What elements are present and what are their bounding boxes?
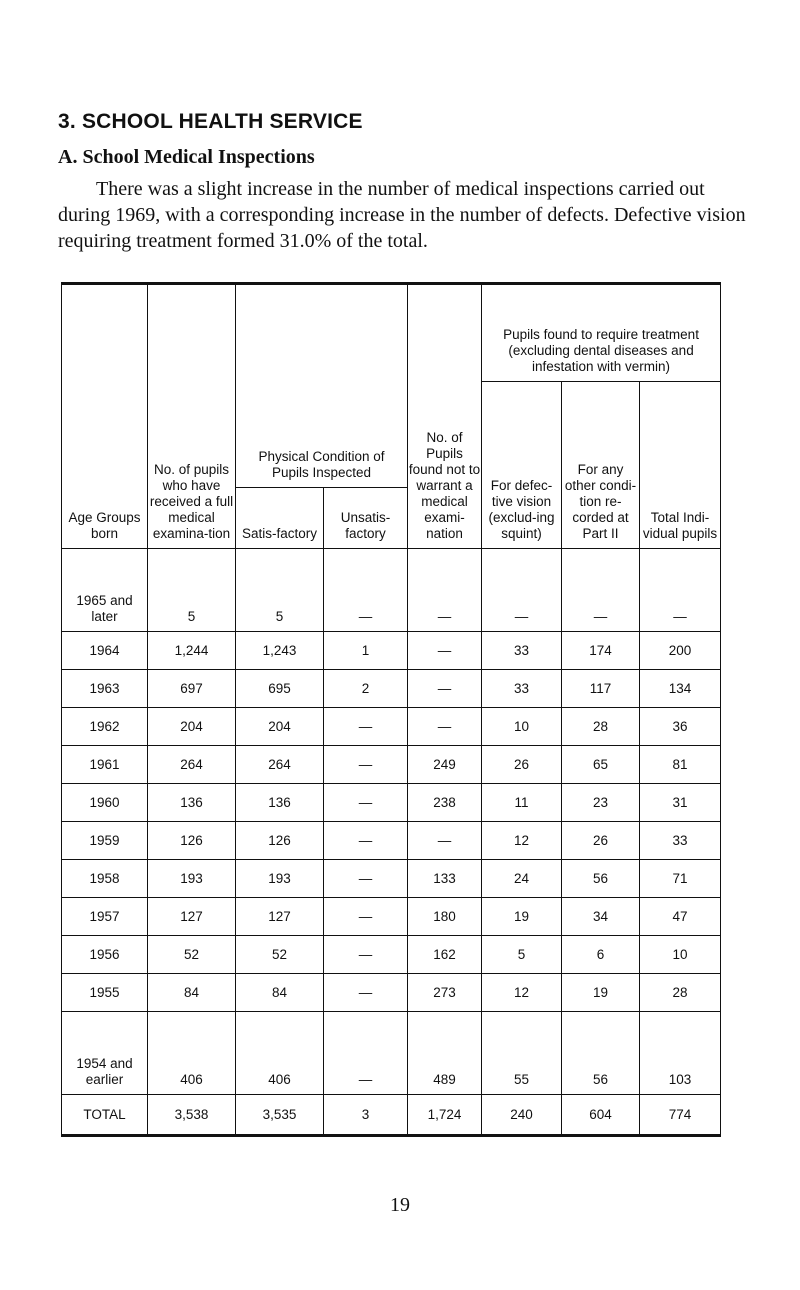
other-condition-cell: 6: [562, 936, 640, 974]
total-unsatisfactory-cell: 3: [324, 1095, 408, 1136]
satisfactory-cell: 5: [236, 549, 324, 632]
vision-cell: 11: [482, 784, 562, 822]
total-total-cell: 774: [640, 1095, 721, 1136]
header-satisfactory: Satis-factory: [236, 488, 324, 549]
total-age-group-cell: TOTAL: [62, 1095, 148, 1136]
examined-cell: 193: [148, 860, 236, 898]
vision-cell: 24: [482, 860, 562, 898]
age-group-cell: 1961: [62, 746, 148, 784]
header-pupils-examined: No. of pupils who have received a full medical examina-tion: [148, 284, 236, 549]
table-row: [62, 549, 721, 632]
satisfactory-cell: 126: [236, 822, 324, 860]
section-title: 3. SCHOOL HEALTH SERVICE: [58, 110, 363, 133]
total-not-warrant-cell: 1,724: [408, 1095, 482, 1136]
age-group-cell: 1956: [62, 936, 148, 974]
total-vision-cell: 240: [482, 1095, 562, 1136]
total-satisfactory-cell: 3,535: [236, 1095, 324, 1136]
header-defective-vision: For defec-tive vision (exclud-ing squint): [482, 382, 562, 549]
examined-cell: 127: [148, 898, 236, 936]
unsatisfactory-cell: —: [324, 708, 408, 746]
not-warrant-cell: —: [408, 632, 482, 670]
unsatisfactory-cell: —: [324, 898, 408, 936]
vision-cell: 33: [482, 670, 562, 708]
satisfactory-cell: 1,243: [236, 632, 324, 670]
unsatisfactory-cell: —: [324, 1012, 408, 1095]
total-cell: 103: [640, 1012, 721, 1095]
satisfactory-cell: 406: [236, 1012, 324, 1095]
not-warrant-cell: —: [408, 670, 482, 708]
total-cell: 71: [640, 860, 721, 898]
other-condition-cell: 28: [562, 708, 640, 746]
total-cell: —: [640, 549, 721, 632]
vision-cell: —: [482, 549, 562, 632]
vision-cell: 19: [482, 898, 562, 936]
vision-cell: 12: [482, 822, 562, 860]
age-group-cell: 1963: [62, 670, 148, 708]
header-unsatisfactory: Unsatis-factory: [324, 488, 408, 549]
not-warrant-cell: 249: [408, 746, 482, 784]
examined-cell: 84: [148, 974, 236, 1012]
age-group-cell: 1962: [62, 708, 148, 746]
unsatisfactory-cell: —: [324, 549, 408, 632]
not-warrant-cell: 489: [408, 1012, 482, 1095]
total-row: [62, 1095, 721, 1136]
satisfactory-cell: 127: [236, 898, 324, 936]
satisfactory-cell: 136: [236, 784, 324, 822]
table-row: [62, 936, 721, 974]
vision-cell: 55: [482, 1012, 562, 1095]
table-body: [62, 549, 721, 1136]
header-require-treatment: Pupils found to require treatment (excluding dental diseases and infestation with vermin): [482, 284, 721, 382]
intro-paragraph: There was a slight increase in the number of medical inspections carried out during 1969, with a corresponding increase in the number of defects. Defective vision requiring treatment formed 31.0% of the total.: [58, 178, 746, 252]
vision-cell: 26: [482, 746, 562, 784]
satisfactory-cell: 84: [236, 974, 324, 1012]
satisfactory-cell: 695: [236, 670, 324, 708]
total-cell: 36: [640, 708, 721, 746]
total-other-condition-cell: 604: [562, 1095, 640, 1136]
other-condition-cell: —: [562, 549, 640, 632]
header-age-groups: Age Groups born: [62, 284, 148, 549]
unsatisfactory-cell: —: [324, 860, 408, 898]
other-condition-cell: 23: [562, 784, 640, 822]
page-number: 19: [390, 1194, 410, 1216]
satisfactory-cell: 264: [236, 746, 324, 784]
table-row: [62, 784, 721, 822]
total-cell: 134: [640, 670, 721, 708]
not-warrant-cell: 238: [408, 784, 482, 822]
other-condition-cell: 56: [562, 860, 640, 898]
examined-cell: 126: [148, 822, 236, 860]
medical-inspections-table: [61, 282, 721, 1137]
table-row: [62, 898, 721, 936]
total-examined-cell: 3,538: [148, 1095, 236, 1136]
table-row: [62, 670, 721, 708]
other-condition-cell: 19: [562, 974, 640, 1012]
total-cell: 33: [640, 822, 721, 860]
total-cell: 47: [640, 898, 721, 936]
age-group-cell: 1964: [62, 632, 148, 670]
examined-cell: 697: [148, 670, 236, 708]
table-row: [62, 632, 721, 670]
total-cell: 200: [640, 632, 721, 670]
age-group-cell: 1955: [62, 974, 148, 1012]
header-physical-condition: Physical Condition of Pupils Inspected: [236, 284, 408, 488]
age-group-cell: 1965 and later: [62, 549, 148, 632]
age-group-cell: 1960: [62, 784, 148, 822]
table-row: [62, 822, 721, 860]
other-condition-cell: 34: [562, 898, 640, 936]
not-warrant-cell: —: [408, 549, 482, 632]
unsatisfactory-cell: —: [324, 784, 408, 822]
vision-cell: 5: [482, 936, 562, 974]
header-not-warrant: No. of Pupils found not to warrant a medical exami-nation: [408, 284, 482, 549]
satisfactory-cell: 193: [236, 860, 324, 898]
other-condition-cell: 117: [562, 670, 640, 708]
not-warrant-cell: 162: [408, 936, 482, 974]
table-row: [62, 1012, 721, 1095]
vision-cell: 12: [482, 974, 562, 1012]
header-other-condition: For any other condi-tion re-corded at Part II: [562, 382, 640, 549]
examined-cell: 5: [148, 549, 236, 632]
header-total-individual: Total Indi-vidual pupils: [640, 382, 721, 549]
table-row: [62, 974, 721, 1012]
total-cell: 81: [640, 746, 721, 784]
not-warrant-cell: 273: [408, 974, 482, 1012]
vision-cell: 10: [482, 708, 562, 746]
age-group-cell: 1957: [62, 898, 148, 936]
examined-cell: 1,244: [148, 632, 236, 670]
age-group-cell: 1958: [62, 860, 148, 898]
not-warrant-cell: —: [408, 822, 482, 860]
other-condition-cell: 26: [562, 822, 640, 860]
unsatisfactory-cell: —: [324, 936, 408, 974]
unsatisfactory-cell: —: [324, 746, 408, 784]
age-group-cell: 1959: [62, 822, 148, 860]
total-cell: 10: [640, 936, 721, 974]
unsatisfactory-cell: 1: [324, 632, 408, 670]
vision-cell: 33: [482, 632, 562, 670]
other-condition-cell: 65: [562, 746, 640, 784]
total-cell: 31: [640, 784, 721, 822]
not-warrant-cell: —: [408, 708, 482, 746]
total-cell: 28: [640, 974, 721, 1012]
examined-cell: 406: [148, 1012, 236, 1095]
unsatisfactory-cell: 2: [324, 670, 408, 708]
table-row: [62, 746, 721, 784]
unsatisfactory-cell: —: [324, 974, 408, 1012]
not-warrant-cell: 180: [408, 898, 482, 936]
subsection-title: A. School Medical Inspections: [58, 146, 315, 168]
other-condition-cell: 174: [562, 632, 640, 670]
unsatisfactory-cell: —: [324, 822, 408, 860]
examined-cell: 52: [148, 936, 236, 974]
examined-cell: 264: [148, 746, 236, 784]
examined-cell: 204: [148, 708, 236, 746]
other-condition-cell: 56: [562, 1012, 640, 1095]
age-group-cell: 1954 and earlier: [62, 1012, 148, 1095]
satisfactory-cell: 52: [236, 936, 324, 974]
not-warrant-cell: 133: [408, 860, 482, 898]
examined-cell: 136: [148, 784, 236, 822]
satisfactory-cell: 204: [236, 708, 324, 746]
table-row: [62, 860, 721, 898]
table-row: [62, 708, 721, 746]
